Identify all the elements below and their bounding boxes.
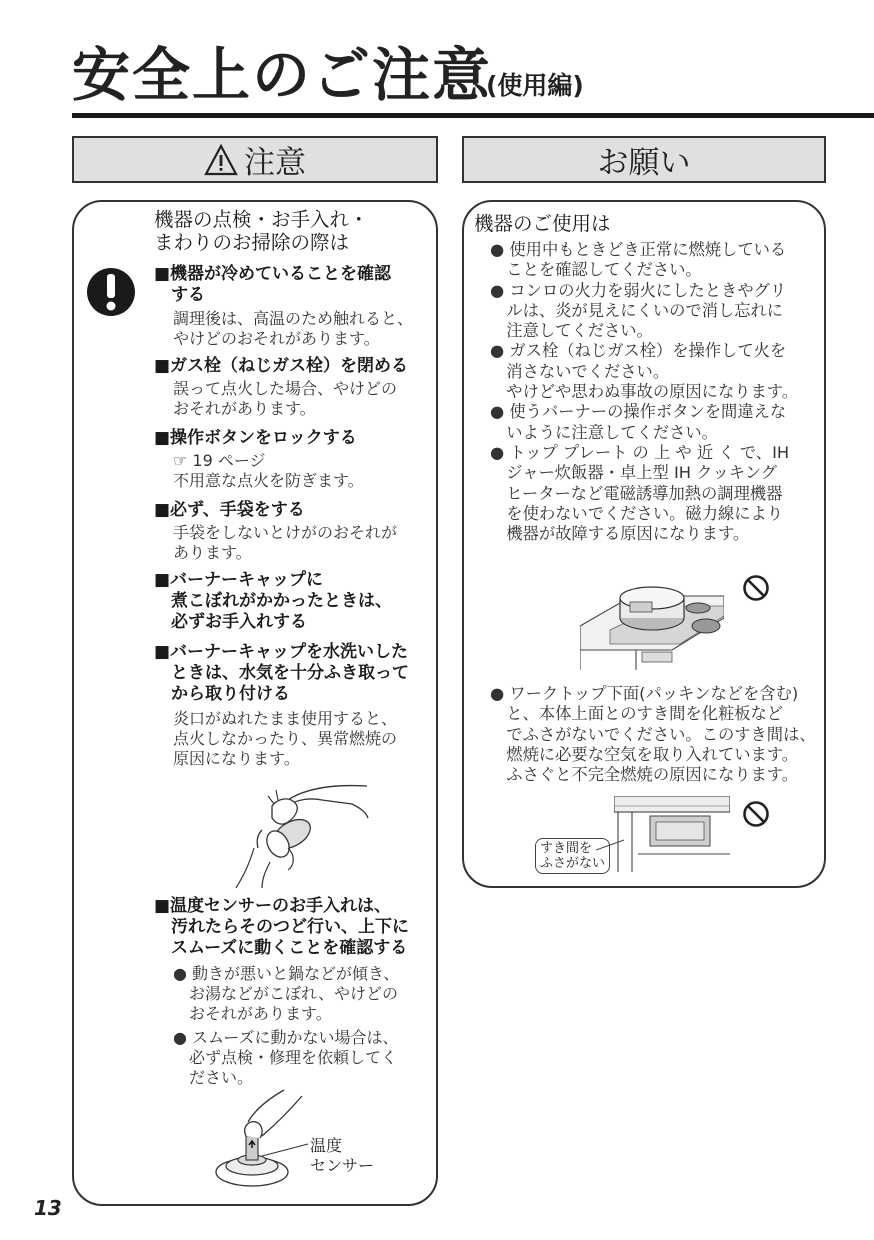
request-header bbox=[462, 136, 826, 183]
caution-item-title: ■機器が冷めていることを確認 bbox=[154, 264, 392, 284]
caution-item-text: 点火しなかったり、異常燃焼の bbox=[173, 729, 398, 748]
caution-item bbox=[154, 356, 408, 419]
bullet-line: 注意してください。 bbox=[490, 321, 653, 341]
caution-item-text: 手袋をしないとけがのおそれが bbox=[173, 523, 398, 542]
caution-intro-line: 機器の点検・お手入れ・ bbox=[154, 208, 369, 231]
prohibited-icon bbox=[742, 574, 770, 602]
caution-item bbox=[154, 264, 413, 349]
caution-header-label: 注意 bbox=[244, 145, 306, 181]
caution-item bbox=[154, 570, 392, 633]
bullet-line: ふさぐと不完全燃焼の原因になります。 bbox=[490, 765, 799, 785]
caution-header bbox=[72, 136, 438, 183]
caution-item-text: 調理後は、高温のため触れると、 bbox=[173, 309, 414, 328]
bullet-line: 消さないでください。 bbox=[490, 361, 670, 381]
bullet-line: やけどや思わぬ事故の原因になります。 bbox=[490, 382, 799, 402]
caution-intro-line: まわりのお掃除の際は bbox=[154, 231, 350, 254]
bullet-line: ● スムーズに動かない場合は、 bbox=[173, 1028, 399, 1047]
gap-label-pointer bbox=[596, 838, 626, 852]
bullet-line: ● 使うバーナーの操作ボタンを間違えな bbox=[490, 402, 787, 422]
usage-section-title: 機器のご使用は bbox=[474, 212, 611, 235]
caution-item bbox=[154, 896, 409, 959]
caution-item-title: から取り付ける bbox=[154, 684, 290, 704]
mandatory-action-icon bbox=[86, 262, 136, 322]
caution-item-title: ■バーナーキャップを水洗いした bbox=[154, 642, 409, 662]
title-rule bbox=[72, 113, 874, 118]
countertop-gap-illustration bbox=[614, 796, 730, 872]
caution-item-title: スムーズに動くことを確認する bbox=[154, 938, 408, 958]
caution-item-text: おそれがあります。 bbox=[173, 399, 316, 418]
bullet-line: お湯などがこぼれ、やけどの bbox=[173, 984, 398, 1003]
sensor-label bbox=[310, 1136, 374, 1176]
bullet-line: ジャー炊飯器・卓上型 IH クッキング bbox=[490, 463, 778, 483]
caution-item-title: ■操作ボタンをロックする bbox=[154, 428, 357, 448]
bullet-line: ことを確認してください。 bbox=[490, 260, 702, 280]
warning-icon bbox=[204, 144, 238, 176]
caution-item-text: 誤って点火した場合、やけどの bbox=[173, 379, 398, 398]
caution-item-title: ■必ず、手袋をする bbox=[154, 500, 305, 520]
bullet-line: ルは、炎が見えにくいので消し忘れに bbox=[490, 300, 784, 320]
caution-item-title: ■ガス栓（ねじガス栓）を閉める bbox=[154, 356, 409, 376]
caution-item bbox=[154, 428, 364, 491]
bullet-line: 必ず点検・修理を依頼してく bbox=[173, 1048, 398, 1067]
caution-item-text: やけどのおそれがあります。 bbox=[173, 329, 380, 348]
bullet-line: と、本体上面とのすき間を化粧板など bbox=[490, 704, 784, 724]
bullet-line: でふさがないでください。このすき間は、 bbox=[490, 724, 816, 744]
gap-label-line: ふさがない bbox=[540, 856, 606, 871]
gap-label-line: すき間を bbox=[540, 841, 593, 856]
caution-item-title: 汚れたらそのつど行い、上下に bbox=[154, 917, 409, 937]
caution-item-title: 煮こぼれがかかったときは、 bbox=[154, 591, 392, 611]
bullet-line: 機器が故障する原因になります。 bbox=[490, 524, 750, 544]
request-bullets-2 bbox=[490, 684, 816, 785]
sensor-bullets bbox=[173, 964, 399, 1088]
bullet-line: おそれがあります。 bbox=[173, 1004, 332, 1023]
bullet-line: ヒーターなど電磁誘導加熱の調理機器 bbox=[490, 483, 783, 503]
rice-cooker-on-stove-illustration bbox=[580, 578, 724, 670]
temperature-sensor-illustration bbox=[212, 1086, 312, 1196]
burner-cap-washing-illustration bbox=[232, 778, 372, 890]
caution-item bbox=[154, 500, 397, 563]
caution-item-text: 原因になります。 bbox=[173, 749, 300, 768]
caution-item-text: あります。 bbox=[173, 543, 252, 562]
request-header-label: お願い bbox=[597, 145, 691, 181]
bullet-line: いように注意してください。 bbox=[490, 422, 718, 442]
bullet-line: ● ガス栓（ねじガス栓）を操作して火を bbox=[490, 341, 787, 361]
caution-item-title: ときは、水気を十分ふき取って bbox=[154, 663, 409, 683]
caution-item-title: 必ずお手入れする bbox=[154, 612, 307, 632]
prohibited-icon bbox=[742, 800, 770, 828]
bullet-line: を使わないでください。磁力線により bbox=[490, 503, 784, 523]
sensor-label-line: センサー bbox=[310, 1156, 375, 1175]
bullet-line: ● ワークトップ下面(パッキンなどを含む) bbox=[490, 684, 799, 703]
bullet-line: ● トップ プレート の 上 や 近 く で、IH bbox=[490, 442, 790, 462]
caution-item bbox=[154, 642, 409, 769]
bullet-line: ● コンロの火力を弱火にしたときやグリ bbox=[490, 280, 787, 300]
bullet-line: ● 動きが悪いと鍋などが傾き、 bbox=[173, 964, 400, 983]
caution-item-title: する bbox=[154, 285, 205, 305]
caution-item-title: ■バーナーキャップに bbox=[154, 570, 324, 590]
sensor-label-line: 温度 bbox=[310, 1136, 343, 1155]
bullet-line: ださい。 bbox=[173, 1068, 254, 1087]
page-title: 安全上のご注意 bbox=[72, 41, 493, 109]
page-subtitle: (使用編) bbox=[486, 71, 584, 100]
caution-item-text: 炎口がぬれたまま使用すると、 bbox=[173, 709, 398, 728]
request-bullets bbox=[490, 240, 798, 544]
caution-intro bbox=[154, 208, 369, 254]
caution-item-title: ■温度センサーのお手入れは、 bbox=[154, 896, 392, 916]
caution-item-text: 不用意な点火を防ぎます。 bbox=[173, 471, 364, 490]
bullet-line: ● 使用中もときどき正常に燃焼している bbox=[490, 240, 787, 259]
page-number: 13 bbox=[34, 1196, 62, 1220]
bullet-line: 燃焼に必要な空気を取り入れています。 bbox=[490, 744, 799, 764]
page-reference-link[interactable]: ☞ 19 ページ bbox=[173, 451, 266, 470]
